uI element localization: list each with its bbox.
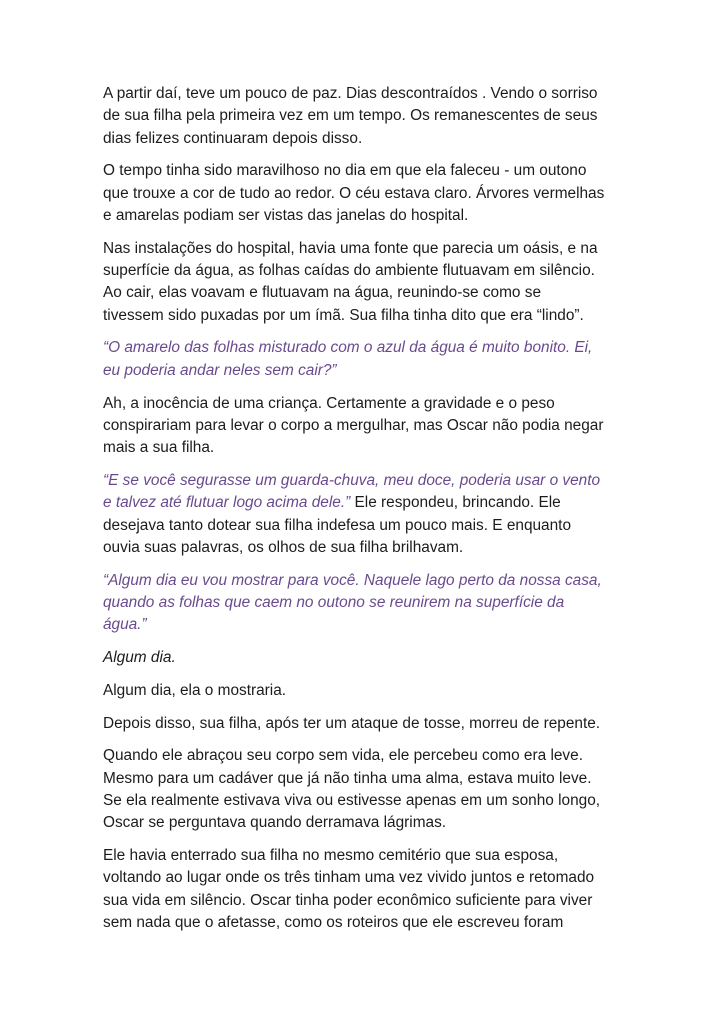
paragraph-algum-dia: Algum dia. — [103, 649, 176, 667]
paragraph-5: Ah, a inocência de uma criança. Certamente a gravidade e o peso conspirariam para levar o corpo a mergulhar, mas Oscar não podia negar mais a sua filha. — [103, 394, 604, 457]
dialogue-daughter-leaves: “O amarelo das folhas misturado com o azul da água é muito bonito. Ei, eu poderia andar neles sem cair?” — [103, 339, 593, 379]
paragraph-12: Ele havia enterrado sua filha no mesmo cemitério que sua esposa, voltando ao lugar onde os três tinham uma vez vivido juntos e retomado sua vida em silêncio. Oscar tinha poder econômico suficiente para viver sem nada que o afetasse, como os roteiros que ele escreveu foram — [103, 847, 595, 931]
paragraph-9: Algum dia, ela o mostraria. — [103, 681, 287, 699]
paragraph-1: A partir daí, teve um pouco de paz. Dias descontraídos . Vendo o sorriso de sua filha pela primeira vez em um tempo. Os remanescentes de seus dias felizes continuaram depois disso. — [103, 85, 598, 147]
document-page — [103, 83, 615, 945]
paragraph-3: Nas instalações do hospital, havia uma fonte que parecia um oásis, e na superfície da água, as folhas caídas do ambiente flutuavam em silêncio. Ao cair, elas voavam e flutuavam na água, reunindo-se como se tivessem sido puxadas por um ímã. Sua filha tinha dito que era “lindo”. — [103, 239, 598, 324]
dialogue-daughter-lake: “Algum dia eu vou mostrar para você. Naquele lago perto da nossa casa, quando as folhas que caem no outono se reunirem na superfície da água.” — [103, 571, 602, 634]
paragraph-2: O tempo tinha sido maravilhoso no dia em que ela faleceu - um outono que trouxe a cor de tudo ao redor. O céu estava claro. Árvores vermelhas e amarelas podiam ser vistas das janelas do hospital. — [103, 162, 605, 224]
paragraph-6 — [103, 470, 615, 559]
paragraph-6-narration: Ele respondeu, brincando. Ele desejava tanto dotear sua filha indefesa um pouco mais. E enquanto ouvia suas palavras, os olhos de sua filha brilhavam. — [103, 494, 572, 556]
paragraph-11: Quando ele abraçou seu corpo sem vida, ele percebeu como era leve. Mesmo para um cadáver que já não tinha uma alma, estava muito leve. Se ela realmente estivava viva ou estivesse apenas em um sonho longo, Oscar se perguntava quando derramava lágrimas. — [103, 747, 601, 832]
dialogue-oscar-umbrella: “E se você segurasse um guarda-chuva, meu doce, poderia usar o vento e talvez até flutuar logo acima dele.” — [103, 471, 601, 512]
paragraph-10: Depois disso, sua filha, após ter um ataque de tosse, morreu de repente. — [103, 714, 601, 732]
